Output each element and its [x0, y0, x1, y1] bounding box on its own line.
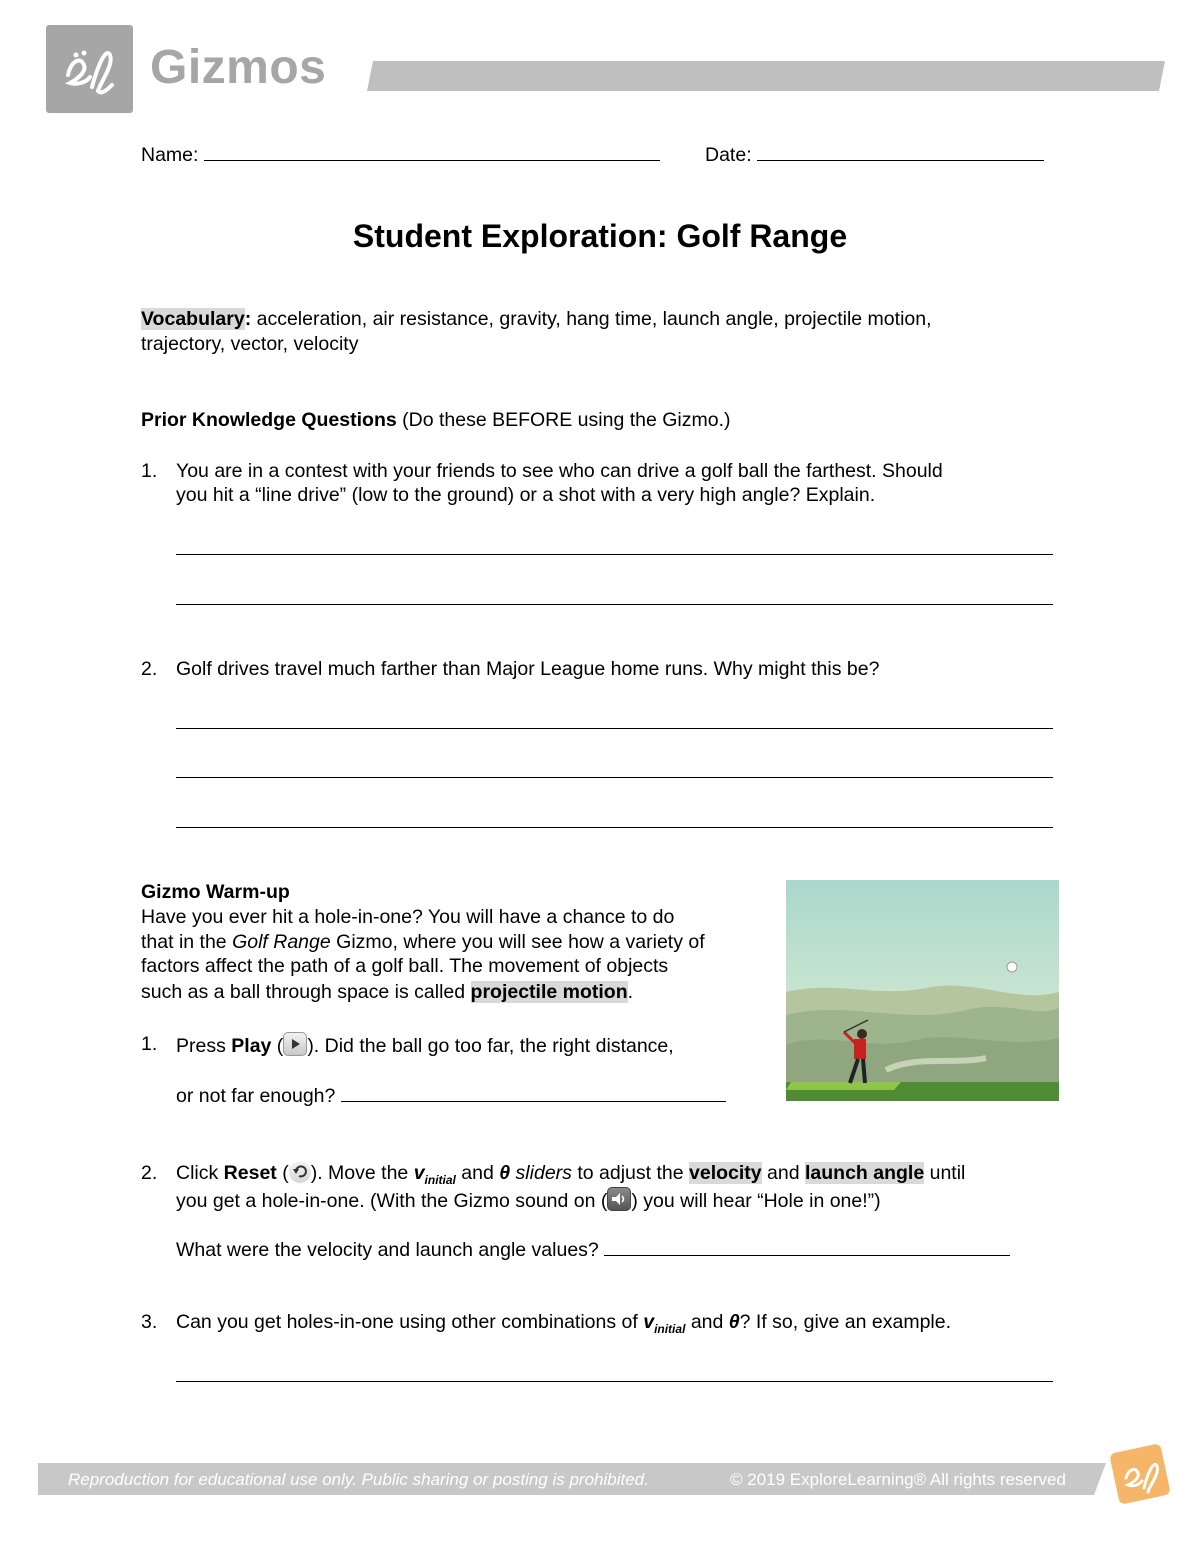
answer-line[interactable]	[176, 1381, 1053, 1382]
term-launch-angle: launch angle	[805, 1162, 925, 1184]
answer-line[interactable]	[176, 554, 1053, 555]
warmup-text: ). Did the ball go too far, the right distance,	[307, 1035, 674, 1057]
warmup-paragraph-line-2	[141, 930, 705, 955]
date-label: Date:	[705, 144, 752, 166]
answer-blank[interactable]	[604, 1237, 1010, 1256]
prior-q1-line-1: You are in a contest with your friends to see who can drive a golf ball the farthest. Should	[176, 460, 943, 482]
warmup-q1-number: 1.	[141, 1033, 158, 1055]
warmup-text: Click	[176, 1162, 224, 1184]
answer-line[interactable]	[176, 827, 1053, 828]
answer-line[interactable]	[176, 728, 1053, 729]
theta-symbol: θ	[728, 1311, 740, 1333]
prior-heading-note: (Do these BEFORE using the Gizmo.)	[396, 409, 731, 431]
warmup-text: ? If so, give an example.	[739, 1311, 952, 1333]
footer-logo-icon	[1106, 1440, 1174, 1508]
warmup-text: you get a hole-in-one. (With the Gizmo sound on (	[176, 1190, 608, 1212]
gizmo-name: Golf Range	[232, 931, 331, 953]
term-velocity: velocity	[689, 1162, 762, 1184]
warmup-text: or not far enough?	[176, 1085, 336, 1107]
warmup-q3-number: 3.	[141, 1311, 158, 1333]
prior-q2-number: 2.	[141, 658, 158, 680]
warmup-text: Press	[176, 1035, 232, 1057]
answer-line[interactable]	[176, 604, 1053, 605]
warmup-q2-ask	[176, 1237, 1010, 1263]
date-blank[interactable]	[757, 142, 1044, 161]
prior-q2-text: Golf drives travel much farther than Major League home runs. Why might this be?	[176, 658, 880, 680]
explorelearning-logo-icon	[46, 25, 133, 113]
warmup-text: and	[685, 1311, 729, 1333]
date-field-row	[705, 142, 1044, 168]
name-field-row	[141, 142, 660, 168]
warmup-paragraph-line-1: Have you ever hit a hole-in-one? You will have a chance to do	[141, 906, 675, 928]
theta-symbol: θ	[499, 1162, 511, 1184]
prior-q1-number: 1.	[141, 460, 158, 482]
warmup-q1-line-2	[176, 1083, 726, 1109]
sliders-word: sliders	[510, 1162, 572, 1184]
play-icon	[283, 1032, 307, 1056]
footer-disclaimer: Reproduction for educational use only. Public sharing or posting is prohibited.	[68, 1470, 649, 1489]
warmup-text: ). Move the	[310, 1162, 414, 1184]
footer-copyright: © 2019 ExploreLearning® All rights reserved	[730, 1470, 1066, 1489]
vocabulary-line-1	[141, 307, 932, 332]
answer-blank[interactable]	[341, 1083, 726, 1102]
prior-heading-text: Prior Knowledge Questions	[141, 409, 397, 431]
header-bar	[367, 61, 1165, 91]
warmup-text: and	[455, 1162, 500, 1184]
name-label: Name:	[141, 144, 199, 166]
warmup-paragraph-line-3: factors affect the path of a golf ball. The movement of objects	[141, 955, 669, 977]
v-subscript: initial	[424, 1172, 456, 1187]
vocabulary-terms-2: trajectory, vector, velocity	[141, 333, 359, 355]
reset-icon	[289, 1161, 311, 1183]
warmup-text: (	[271, 1035, 284, 1057]
v-subscript: initial	[654, 1321, 686, 1336]
name-blank[interactable]	[204, 142, 660, 161]
warmup-text: and	[761, 1162, 805, 1184]
page-title: Student Exploration: Golf Range	[352, 218, 848, 254]
prior-q1-line-2: you hit a “line drive” (low to the ground) or a shot with a very high angle? Explain.	[176, 484, 876, 506]
warmup-text: ) you will hear “Hole in one!”)	[631, 1190, 881, 1212]
vocabulary-label: Vocabulary	[141, 308, 245, 330]
warmup-text: What were the velocity and launch angle values?	[176, 1239, 599, 1261]
prior-knowledge-heading	[141, 408, 731, 433]
warmup-q1-line-1	[176, 1032, 674, 1059]
play-word: Play	[231, 1035, 272, 1057]
speaker-icon	[607, 1187, 631, 1211]
warmup-q2-number: 2.	[141, 1162, 158, 1184]
reset-word: Reset	[223, 1162, 277, 1184]
warmup-text: (	[276, 1162, 289, 1184]
v-symbol: v	[643, 1311, 655, 1333]
warmup-paragraph-line-4	[141, 980, 633, 1005]
warmup-heading: Gizmo Warm-up	[141, 881, 290, 903]
brand-name: Gizmos	[150, 41, 327, 94]
vocabulary-terms-1: acceleration, air resistance, gravity, hang time, launch angle, projectile motion,	[251, 308, 932, 330]
warmup-text: Gizmo, where you will see how a variety of	[330, 931, 705, 953]
golf-range-illustration	[786, 880, 1059, 1101]
warmup-text: .	[627, 981, 634, 1003]
warmup-text: Can you get holes-in-one using other combinations of	[176, 1311, 644, 1333]
v-symbol: v	[413, 1162, 425, 1184]
vocabulary-colon: :	[244, 308, 252, 330]
warmup-text: such as a ball through space is called	[141, 981, 471, 1003]
term-projectile-motion: projectile motion	[470, 981, 628, 1003]
warmup-q3-text	[176, 1310, 951, 1342]
warmup-text: until	[924, 1162, 966, 1184]
warmup-text: to adjust the	[571, 1162, 689, 1184]
answer-line[interactable]	[176, 777, 1053, 778]
warmup-q2-line-2	[176, 1187, 881, 1214]
warmup-text: that in the	[141, 931, 233, 953]
